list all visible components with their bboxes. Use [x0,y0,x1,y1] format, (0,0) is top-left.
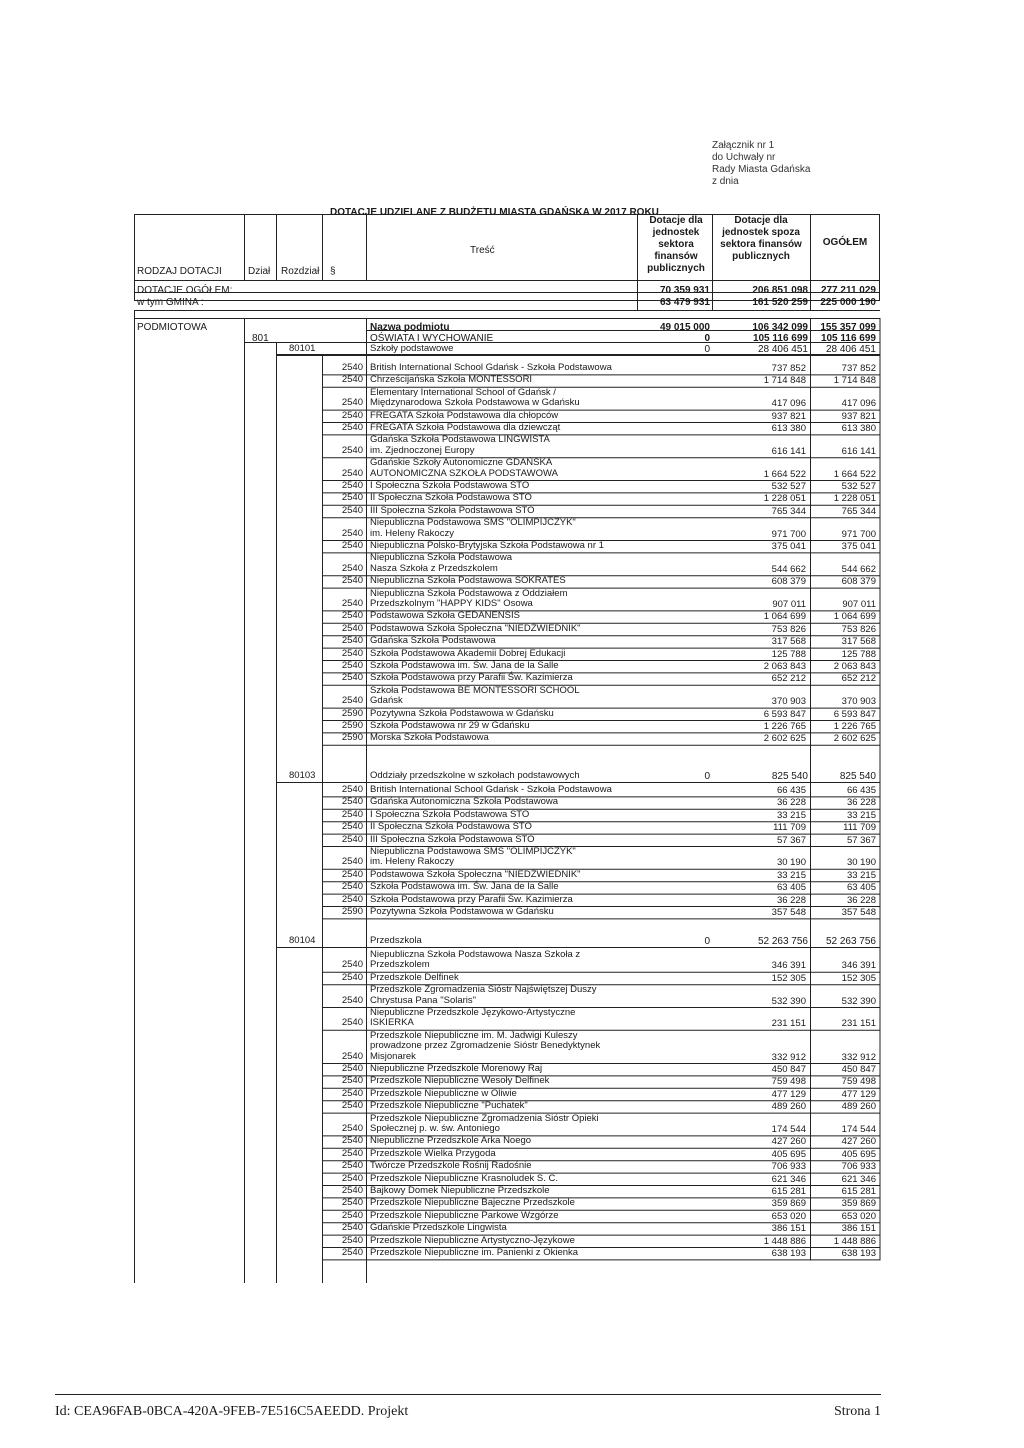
amount-value: 1 664 522 [763,468,806,480]
entity-name: Szkoła Podstawowa im. Św. Jana de la Salle [370,881,559,893]
entity-name: British International School Gdańsk - Szkoła Podstawowa [370,784,612,795]
rozdzial-name: Przedszkola [370,935,422,946]
paragraf-code: 2540 [341,784,363,795]
amount-value: 63 405 [846,882,876,894]
amount-value: 765 344 [771,505,806,517]
amount-value: 653 020 [771,1210,806,1222]
entity-name: Przedszkole Niepubliczne Krasnoludek S. C. [370,1172,558,1184]
paragraf-code: 2540 [341,409,363,421]
entity-name: FREGATA Szkoła Podstawowa dla dziewcząt [370,422,561,433]
paragraf-code: 2540 [341,971,363,983]
entity-name: Społecznej p. w. św. Antoniego [370,1123,500,1134]
nazwa-podmiotu-label: Nazwa podmiotu [370,322,450,333]
paragraf-code: 2540 [341,527,363,539]
entity-name: AUTONOMICZNA SZKOŁA PODSTAWOWA [370,467,558,479]
paragraf-code: 2540 [341,492,363,504]
entity-name: Niepubliczna Podstawowa SMS "OLIMPIJCZYK" [370,517,576,529]
paragraf-code: 2540 [341,868,363,880]
amount-value: 57 367 [846,834,876,846]
amount-value: 937 821 [771,410,806,422]
amount-value: 759 498 [771,1076,806,1088]
amount-value: 30 190 [846,857,876,869]
paragraf-code: 2590 [341,906,363,917]
amount-value: 489 260 [841,1101,876,1113]
amount-value: 638 193 [841,1248,876,1259]
summary-value: 161 520 259 [752,297,808,308]
paragraf-code: 2540 [341,1234,363,1246]
amount-value: 532 527 [771,481,806,492]
dzial-code: 801 [252,333,269,344]
amount-value: 36 228 [846,797,876,809]
amount-value: 653 020 [841,1210,876,1222]
amount-value: 616 141 [841,445,876,457]
amount-value: 652 212 [771,673,806,685]
paragraf-code: 2540 [341,540,363,551]
rozdzial-value: 0 [704,344,710,355]
amount-value: 1 228 051 [833,493,876,505]
amount-value: 30 190 [776,857,806,869]
entity-name: Szkoła Podstawowa przy Parafii Św. Kazimierza [370,672,573,684]
paragraf-code: 2540 [341,610,363,622]
amount-value: 532 390 [771,995,806,1007]
paragraf-code: 2540 [341,1087,363,1099]
amount-value: 2 063 843 [763,661,806,672]
amount-value: 36 228 [776,894,806,906]
document-title: DOTACJE UDZIELANE Z BUDŻETU MIASTA GDAŃSKA W 2017 ROKU [330,207,659,218]
paragraf-code: 2540 [341,672,363,684]
summary-value: 225 000 190 [820,297,876,308]
header-col3: OGÓŁEM [822,237,868,248]
amount-value: 638 193 [771,1248,806,1259]
amount-value: 613 380 [771,423,806,434]
paragraf-code: 2540 [341,1063,363,1074]
rozdzial-code: 80101 [289,343,316,354]
amount-value: 417 096 [841,398,876,410]
amount-value: 417 096 [771,398,806,410]
amount-value: 33 215 [776,809,806,821]
paragraf-code: 2540 [341,362,363,373]
paragraf-code: 2540 [341,1135,363,1147]
podmiotowa-value: 155 357 099 [820,322,876,333]
entity-name: Przedszkole Niepubliczne im. Panienki z Okienka [370,1247,579,1258]
rozdzial-value: 0 [704,936,710,947]
amount-value: 36 228 [776,797,806,809]
rozdzial-value: 28 406 451 [825,344,876,355]
amount-value: 359 869 [771,1198,806,1210]
amount-value: 1 664 522 [833,468,876,480]
entity-name: Pozytywna Szkoła Podstawowa w Gdańsku [370,906,554,917]
entity-name: Gdańska Autonomiczna Szkoła Podstawowa [370,796,558,808]
paragraf-code: 2540 [341,1209,363,1221]
rozdzial-name: Oddziały przedszkolne w szkołach podstawowych [370,770,580,781]
amount-value: 1 226 765 [833,721,876,732]
amount-value: 489 260 [771,1101,806,1113]
amount-value: 57 367 [776,834,806,846]
entity-name: Niepubliczna Podstawowa SMS "OLIMPIJCZYK" [370,846,576,857]
amount-value: 370 903 [771,696,806,708]
attachment-line: Rady Miasta Gdańska [712,164,811,175]
entity-name: Podstawowa Szkoła Społeczna "NIEDŹWIEDNIK" [370,622,581,634]
amount-value: 1 714 848 [763,375,806,387]
paragraf-code: 2540 [341,1100,363,1112]
amount-value: 737 852 [771,363,806,374]
paragraf-code: 2540 [341,647,363,659]
amount-value: 544 662 [841,563,876,575]
entity-name: Przedszkolem [370,959,430,971]
attachment-line: Załącznik nr 1 [712,140,775,151]
amount-value: 759 498 [841,1076,876,1088]
entity-name: ISKIERKA [370,1017,414,1029]
amount-value: 907 011 [842,599,876,610]
amount-value: 1 064 699 [833,611,876,623]
entity-name: Bajkowy Domek Niepubliczne Przedszkole [370,1185,550,1196]
amount-value: 971 700 [771,528,806,540]
rozdzial-value: 825 540 [839,771,876,782]
amount-value: 6 593 847 [833,708,876,720]
amount-value: 346 391 [771,960,806,972]
entity-name: III Społeczna Szkoła Podstawowa STO [370,833,535,845]
paragraf-code: 2540 [341,1160,363,1172]
entity-name: prowadzone przez Zgromadzenie Sióstr Benedyktynek [370,1040,601,1052]
amount-value: 753 826 [841,623,876,635]
amount-value: 427 260 [841,1136,876,1148]
paragraf-code: 2540 [341,598,363,609]
amount-value: 6 593 847 [763,708,806,720]
rozdzial-code: 80103 [289,770,316,781]
footer-document-id: Id: CEA96FAB-0BCA-420A-9FEB-7E516C5AEEDD. Projekt [55,1404,409,1419]
entity-name: Przedszkole Niepubliczne Parkowe Wzgórze [370,1209,559,1221]
amount-value: 737 852 [841,363,876,374]
entity-name: Gdańska Szkoła Podstawowa [370,635,496,647]
amount-value: 231 151 [841,1018,876,1030]
paragraf-code: 2590 [341,732,363,744]
amount-value: 652 212 [841,673,876,685]
entity-name: Niepubliczna Polsko-Brytyjska Szkoła Podstawowa nr 1 [370,540,604,551]
paragraf-code: 2540 [341,695,363,707]
amount-value: 621 346 [771,1173,806,1185]
amount-value: 125 788 [841,648,876,660]
entity-name: im. Heleny Rakoczy [370,527,454,539]
paragraf-code: 2540 [341,821,363,833]
amount-value: 971 700 [841,528,876,540]
entity-name: FREGATA Szkoła Podstawowa dla chłopców [370,409,559,421]
amount-value: 63 405 [776,882,806,894]
entity-name: Pozytywna Szkoła Podstawowa w Gdańsku [370,707,554,719]
amount-value: 357 548 [841,907,876,918]
podmiotowa-label: PODMIOTOWA [137,322,207,333]
amount-value: 1 448 886 [763,1235,806,1247]
amount-value: 386 151 [841,1223,876,1235]
header-tresc: Treść [470,245,495,256]
entity-name: Przedszkole Niepubliczne Artystyczno-Językowe [370,1234,575,1246]
attachment-line: z dnia [712,176,739,187]
paragraf-code: 2540 [341,1172,363,1184]
amount-value: 907 011 [772,599,806,610]
paragraf-code: 2540 [341,444,363,456]
amount-value: 427 260 [771,1136,806,1148]
entity-name: Niepubliczna Szkoła Podstawowa z Oddziałem [370,587,568,599]
paragraf-code: 2540 [341,635,363,647]
amount-value: 370 903 [841,696,876,708]
paragraf-code: 2540 [341,660,363,671]
summary-value: 70 359 931 [659,285,710,296]
paragraf-code: 2540 [341,881,363,893]
amount-value: 317 568 [841,636,876,648]
amount-value: 621 346 [841,1173,876,1185]
paragraf-code: 2540 [341,467,363,479]
summary-value: 206 851 098 [752,285,808,296]
amount-value: 1 228 051 [763,493,806,505]
amount-value: 477 129 [771,1088,806,1100]
entity-name: Niepubliczne Przedszkole Językowo-Artystyczne [370,1007,576,1018]
amount-value: 152 305 [771,972,806,984]
amount-value: 332 912 [841,1051,876,1063]
header-rodzaj: RODZAJ DOTACJI [137,266,222,277]
amount-value: 532 527 [841,481,876,492]
entity-name: I Społeczna Szkoła Podstawowa STO [370,808,530,820]
entity-name: im. Zjednoczonej Europy [370,444,475,456]
dzial-value: 0 [704,333,710,344]
paragraf-code: 2540 [341,480,363,491]
entity-name: Szkoła Podstawowa nr 29 w Gdańsku [370,720,530,731]
entity-name: Podstawowa Szkoła GEDANENSIS [370,610,520,622]
paragraf-code: 2540 [341,1017,363,1029]
footer-page-number: Strona 1 [833,1404,881,1419]
amount-value: 359 869 [841,1198,876,1210]
amount-value: 544 662 [771,563,806,575]
paragraf-code: 2540 [341,1075,363,1087]
entity-name: Międzynarodowa Szkoła Podstawowa w Gdańsku [370,397,580,409]
paragraf-code: 2540 [341,562,363,574]
header-dzial: Dział [248,266,271,277]
entity-name: Niepubliczne Przedszkole Morenowy Raj [370,1063,543,1074]
amount-value: 231 151 [771,1018,806,1030]
rozdzial-value: 52 263 756 [825,936,876,947]
paragraf-code: 2540 [341,1123,363,1134]
entity-name: II Społeczna Szkoła Podstawowa STO [370,492,532,504]
paragraf-code: 2540 [341,893,363,905]
amount-value: 616 141 [771,445,806,457]
paragraf-code: 2540 [341,1185,363,1196]
paragraf-code: 2540 [341,374,363,386]
amount-value: 615 281 [771,1186,806,1197]
entity-name: Niepubliczna Szkoła Podstawowa [370,552,513,564]
entity-name: Chrześcijańska Szkoła MONTESSORI [370,374,533,386]
entity-name: Przedszkole Niepubliczne Wesoły Delfinek [370,1075,550,1087]
rozdzial-value: 52 263 756 [757,936,808,947]
amount-value: 405 695 [841,1148,876,1160]
dzial-value: 105 116 699 [820,333,876,344]
amount-value: 36 228 [846,894,876,906]
summary-label: w tym GMINA : [137,297,204,308]
entity-name: Misjonarek [370,1050,416,1062]
amount-value: 450 847 [841,1064,876,1075]
rozdzial-value: 0 [704,771,710,782]
header-col2: Dotacje dla jednostek spoza sektora finansów publicznych [720,215,802,262]
header-rozdzial: Rozdział [281,266,320,277]
amount-value: 174 544 [841,1124,876,1135]
entity-name: Szkoła Podstawowa przy Parafii Św. Kazimierza [370,893,573,905]
amount-value: 532 390 [841,995,876,1007]
amount-value: 706 933 [841,1161,876,1173]
amount-value: 1 448 886 [833,1235,876,1247]
amount-value: 2 063 843 [833,661,876,672]
amount-value: 33 215 [846,869,876,881]
dzial-value: 105 116 699 [752,333,808,344]
amount-value: 66 435 [776,785,806,796]
amount-value: 66 435 [846,785,876,796]
amount-value: 346 391 [841,960,876,972]
amount-value: 608 379 [841,576,876,588]
amount-value: 111 709 [843,822,876,834]
amount-value: 937 821 [841,410,876,422]
amount-value: 613 380 [841,423,876,434]
entity-name: Przedszkole Niepubliczne w Oliwie [370,1087,517,1099]
paragraf-code: 2540 [341,1222,363,1234]
paragraf-code: 2540 [341,622,363,634]
entity-name: Gdańska Szkoła Podstawowa LINGWISTA [370,434,550,446]
amount-value: 706 933 [771,1161,806,1173]
entity-name: III Społeczna Szkoła Podstawowa STO [370,504,535,516]
entity-name: Przedszkolnym "HAPPY KIDS" Osowa [370,598,533,609]
amount-value: 317 568 [771,636,806,648]
entity-name: Niepubliczna Szkoła Podstawowa Nasza Szkoła z [370,949,581,960]
paragraf-code: 2540 [341,808,363,820]
paragraf-code: 2590 [341,707,363,719]
amount-value: 357 548 [771,907,806,918]
entity-name: Przedszkole Zgromadzenia Sióstr Najświętszej Duszy [370,984,597,996]
paragraf-code: 2540 [341,796,363,808]
header-paragraf: § [330,266,336,277]
paragraf-code: 2540 [341,422,363,433]
entity-name: Przedszkole Niepubliczne im. M. Jadwigi Kuleszy [370,1029,578,1041]
entity-name: Morska Szkoła Podstawowa [370,732,489,744]
entity-name: Przedszkole Niepubliczne Bajeczne Przedszkole [370,1197,575,1209]
amount-value: 33 215 [776,869,806,881]
entity-name: Przedszkole Niepubliczne Zgromadzenia Sióstr Opieki [370,1112,599,1124]
paragraf-code: 2540 [341,1050,363,1062]
attachment-line: do Uchwały nr [712,152,776,163]
entity-name: Gdańskie Szkoły Autonomiczne GDAŃSKA [370,457,553,469]
paragraf-code: 2540 [341,575,363,587]
rozdzial-code: 80104 [289,935,316,946]
amount-value: 450 847 [771,1064,806,1075]
amount-value: 174 544 [771,1124,806,1135]
entity-name: Gdańskie Przedszkole Lingwista [370,1222,507,1234]
entity-name: Szkoła Podstawowa Akademii Dobrej Edukacji [370,647,566,659]
entity-name: Szkoła Podstawowa im. Św. Jana de la Salle [370,660,559,671]
summary-value: 63 479 931 [659,297,710,308]
header-col1: Dotacje dla jednostek sektora finansów publicznych [647,215,705,274]
amount-value: 405 695 [771,1148,806,1160]
paragraf-code: 2540 [341,856,363,868]
amount-value: 375 041 [771,541,806,552]
paragraf-code: 2540 [341,1197,363,1209]
entity-name: im. Heleny Rakoczy [370,856,454,868]
amount-value: 1 064 699 [763,611,806,623]
podmiotowa-value: 49 015 000 [659,322,710,333]
page-footer [55,1404,881,1420]
entity-name: Szkoła Podstawowa BE MONTESSORI SCHOOL [370,684,580,696]
paragraf-code: 2540 [341,1147,363,1159]
summary-value: 277 211 029 [820,285,876,296]
amount-value: 477 129 [841,1088,876,1100]
amount-value: 615 281 [841,1186,876,1197]
entity-name: British International School Gdańsk - Szkoła Podstawowa [370,362,612,373]
amount-value: 386 151 [771,1223,806,1235]
paragraf-code: 2540 [341,959,363,971]
podmiotowa-value: 106 342 099 [752,322,808,333]
paragraf-code: 2540 [341,504,363,516]
entity-name: Elementary International School of Gdańsk / [370,386,556,398]
amount-value: 332 912 [771,1051,806,1063]
footer-rule [55,1394,881,1395]
amount-value: 1 714 848 [833,375,876,387]
entity-name: Przedszkole Niepubliczne "Puchatek" [370,1100,528,1112]
amount-value: 375 041 [841,541,876,552]
amount-value: 111 709 [773,822,806,834]
amount-value: 608 379 [771,576,806,588]
amount-value: 2 602 625 [833,733,876,745]
rozdzial-value: 825 540 [771,771,808,782]
amount-value: 2 602 625 [763,733,806,745]
entity-name: Nasza Szkoła z Przedszkolem [370,562,498,574]
paragraf-code: 2540 [341,833,363,845]
entity-name: Przedszkole Wielka Przygoda [370,1147,496,1159]
entity-name: Gdańsk [370,695,403,707]
amount-value: 125 788 [771,648,806,660]
amount-value: 152 305 [841,972,876,984]
paragraf-code: 2540 [341,397,363,409]
amount-value: 33 215 [846,809,876,821]
amount-value: 1 226 765 [763,721,806,732]
entity-name: Niepubliczna Szkoła Podstawowa SOKRATES [370,575,566,587]
amount-value: 753 826 [771,623,806,635]
dzial-name: OŚWIATA I WYCHOWANIE [370,333,494,344]
paragraf-code: 2590 [341,720,363,731]
entity-name: Niepubliczne Przedszkole Arka Noego [370,1135,532,1147]
paragraf-code: 2540 [341,994,363,1006]
summary-label: DOTACJE OGÓŁEM: [137,285,233,296]
entity-name: I Społeczna Szkoła Podstawowa STO [370,480,530,491]
entity-name: Chrystusa Pana "Solaris" [370,994,477,1006]
rozdzial-value: 28 406 451 [757,344,808,355]
amount-value: 765 344 [841,505,876,517]
paragraf-code: 2540 [341,1247,363,1258]
entity-name: Twórcze Przedszkole Rośnij Radośnie [370,1160,532,1172]
entity-name: Przedszkole Delfinek [370,971,459,983]
entity-name: II Społeczna Szkoła Podstawowa STO [370,821,532,833]
entity-name: Podstawowa Szkoła Społeczna "NIEDŹWIEDNIK" [370,868,581,880]
rozdzial-name: Szkoły podstawowe [370,343,454,354]
